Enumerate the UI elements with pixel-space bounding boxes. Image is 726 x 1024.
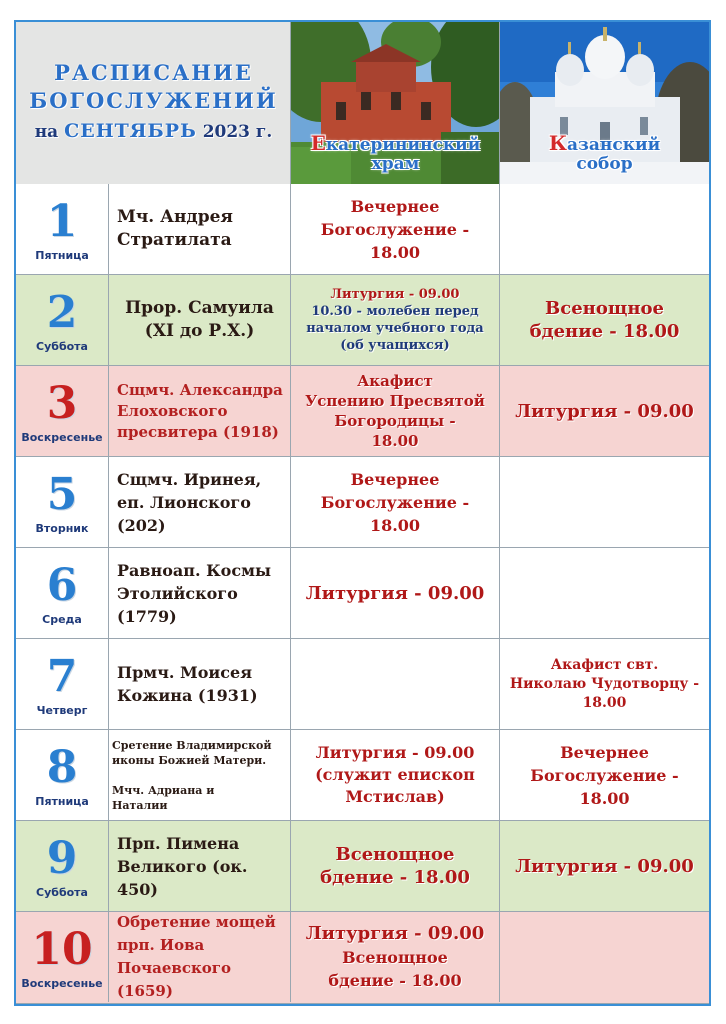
kazansky-label-cap: К	[548, 131, 568, 155]
day-number: 7	[46, 650, 78, 702]
kazansky-cell	[500, 366, 709, 456]
title-line-1: РАСПИСАНИЕ	[54, 60, 253, 85]
day-cell	[16, 457, 109, 547]
ekaterininsky-cell	[291, 457, 500, 547]
saint-text: Сщмч. Иринея, еп. Лионского (202)	[117, 469, 262, 535]
day-number: 9	[46, 832, 78, 884]
saint-cell	[109, 275, 291, 365]
kazansky-cell	[500, 548, 709, 638]
title-month: СЕНТЯБРЬ	[64, 120, 197, 142]
ekaterininsky-service-a: Литургия - 09.00	[330, 287, 460, 302]
title-line-2: БОГОСЛУЖЕНИЙ	[29, 88, 278, 113]
ekaterininsky-service-a: Литургия - 09.00	[305, 923, 485, 944]
kazansky-service: Вечернее Богослужение - 18.00	[530, 742, 679, 808]
day-cell	[16, 275, 109, 365]
title-line-3	[16, 120, 291, 142]
schedule-row	[16, 548, 709, 639]
day-number: 8	[46, 741, 78, 793]
ekaterininsky-photo-cell	[291, 22, 500, 184]
day-cell	[16, 184, 109, 274]
header	[16, 22, 709, 185]
ekaterininsky-label-cap: Е	[310, 131, 326, 155]
ekaterininsky-label	[291, 131, 500, 174]
saint-text: Сщмч. Александра Елоховского пресвитера (1918)	[117, 380, 283, 441]
saint-cell	[109, 184, 291, 274]
kazansky-service: Литургия - 09.00	[515, 855, 694, 877]
weekday: Пятница	[35, 248, 89, 262]
kazansky-cell	[500, 912, 709, 1002]
weekday: Четверг	[36, 703, 88, 717]
ekaterininsky-service: Всенощное бдение - 18.00	[320, 844, 470, 888]
schedule-row	[16, 457, 709, 548]
ekaterininsky-service: Литургия - 09.00 (служит епископ Мстислав)	[315, 743, 475, 806]
ekaterininsky-service-b: Всенощное бдение - 18.00	[328, 948, 462, 990]
ekaterininsky-service: Литургия - 09.00	[305, 582, 485, 604]
saint-text: Обретение мощей прп. Иова Почаевского (1659)	[117, 913, 276, 1000]
saint-cell	[109, 821, 291, 911]
ekaterininsky-cell	[291, 730, 500, 820]
schedule-row	[16, 912, 709, 1004]
schedule-row	[16, 275, 709, 366]
saint-cell	[109, 639, 291, 729]
title-year: 2023 г.	[202, 122, 273, 142]
saint-text: Сретение Владимирской иконы Божией Матери. Мчч. Адриана и Наталии	[112, 738, 272, 812]
saint-cell	[109, 548, 291, 638]
saint-text: Равноап. Космы Этолийского (1779)	[117, 560, 272, 626]
saint-cell	[109, 912, 291, 1002]
ekaterininsky-service: Вечернее Богослужение - 18.00	[320, 196, 470, 262]
day-number: 2	[46, 286, 78, 338]
day-number: 10	[31, 923, 93, 975]
day-cell	[16, 366, 109, 456]
title-cell	[16, 22, 291, 184]
ekaterininsky-service: Акафист Успению Пресвятой Богородицы - 18.00	[305, 372, 485, 450]
ekaterininsky-cell	[291, 821, 500, 911]
weekday: Воскресенье	[21, 976, 103, 990]
ekaterininsky-cell	[291, 912, 500, 1002]
ekaterininsky-service-b: 10.30 - молебен перед началом учебного года (об учащихся)	[306, 304, 484, 353]
day-cell	[16, 821, 109, 911]
schedule-row	[16, 184, 709, 275]
day-cell	[16, 730, 109, 820]
weekday: Суббота	[36, 339, 88, 353]
weekday: Среда	[42, 612, 82, 626]
kazansky-cell	[500, 184, 709, 274]
kazansky-cell	[500, 730, 709, 820]
schedule-sheet	[14, 20, 711, 1006]
ekaterininsky-cell	[291, 275, 500, 365]
ekaterininsky-label-line2: храм	[371, 154, 420, 174]
weekday: Пятница	[35, 794, 89, 808]
weekday: Воскресенье	[21, 430, 103, 444]
weekday: Суббота	[36, 885, 88, 899]
day-number: 1	[46, 195, 78, 247]
saint-cell	[109, 366, 291, 456]
kazansky-label-rest: азанский	[567, 135, 661, 155]
kazansky-cell	[500, 457, 709, 547]
schedule-row	[16, 639, 709, 730]
saint-cell	[109, 457, 291, 547]
schedule-row	[16, 730, 709, 821]
saint-text: Прп. Пимена Великого (ок. 450)	[117, 833, 248, 899]
saint-text: Прмч. Моисея Кожина (1931)	[117, 663, 258, 705]
day-number: 3	[46, 377, 78, 429]
kazansky-service: Всенощное бдение - 18.00	[529, 298, 680, 342]
day-number: 5	[46, 468, 78, 520]
day-cell	[16, 639, 109, 729]
kazansky-label	[500, 131, 709, 174]
title-prefix: на	[34, 122, 59, 142]
saint-text: Мч. Андрея Стратилата	[117, 207, 233, 250]
ekaterininsky-service: Вечернее Богослужение - 18.00	[320, 469, 470, 535]
ekaterininsky-cell	[291, 548, 500, 638]
weekday: Вторник	[35, 521, 89, 535]
schedule-row	[16, 366, 709, 457]
kazansky-service: Литургия - 09.00	[515, 400, 694, 422]
day-cell	[16, 912, 109, 1002]
saint-text: Прор. Самуила (XI до Р.Х.)	[125, 298, 274, 341]
day-number: 6	[46, 559, 78, 611]
kazansky-service: Акафист свт. Николаю Чудотворцу - 18.00	[509, 656, 700, 711]
kazansky-label-line2: собор	[576, 154, 633, 174]
saint-cell	[109, 730, 291, 820]
day-cell	[16, 548, 109, 638]
ekaterininsky-cell	[291, 184, 500, 274]
kazansky-photo-cell	[500, 22, 709, 184]
schedule-row	[16, 821, 709, 912]
ekaterininsky-cell	[291, 366, 500, 456]
kazansky-cell	[500, 821, 709, 911]
ekaterininsky-label-rest: катерининский	[325, 135, 481, 155]
kazansky-cell	[500, 275, 709, 365]
ekaterininsky-cell	[291, 639, 500, 729]
kazansky-cell	[500, 639, 709, 729]
